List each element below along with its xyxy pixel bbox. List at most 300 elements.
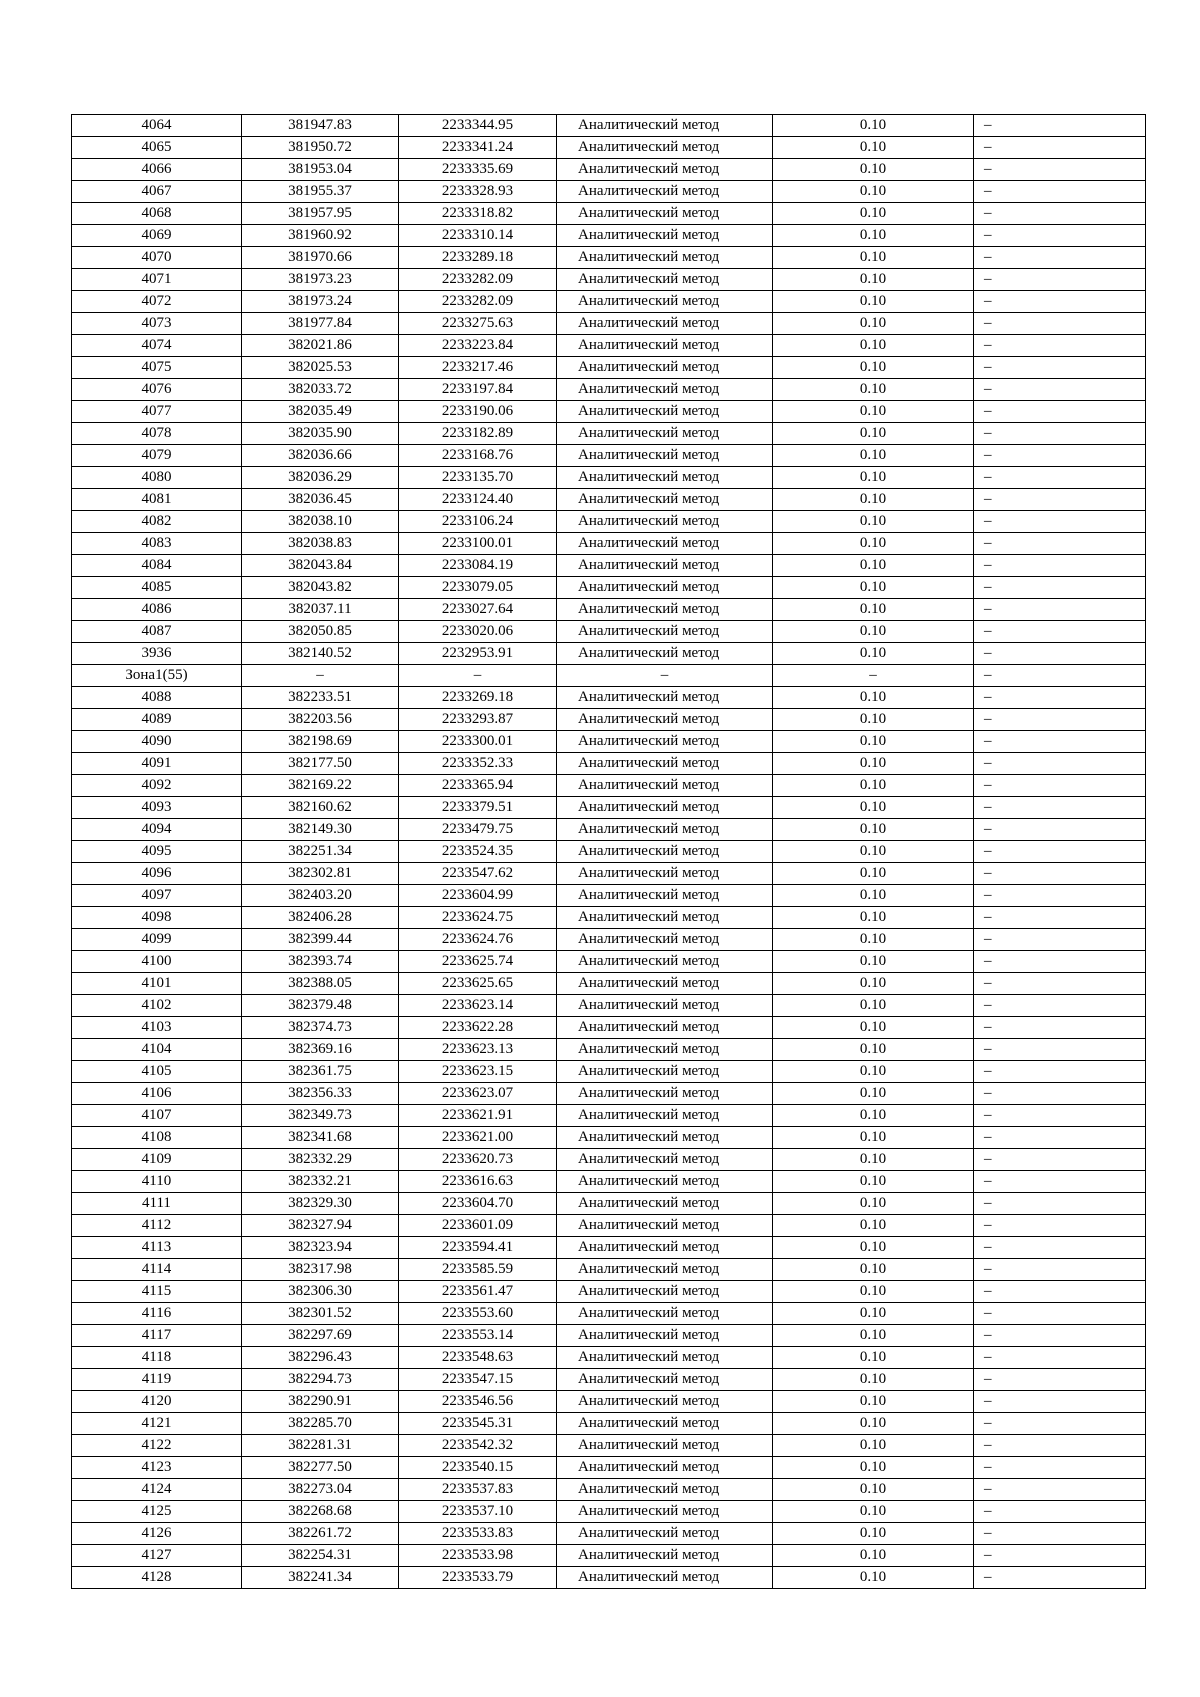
x-coordinate-cell: 382254.31 — [242, 1545, 399, 1567]
accuracy-cell: 0.10 — [773, 1369, 974, 1391]
x-coordinate-cell: 382261.72 — [242, 1523, 399, 1545]
point-number-cell: 4120 — [72, 1391, 242, 1413]
method-cell: Аналитический метод — [557, 1149, 773, 1171]
accuracy-cell: 0.10 — [773, 555, 974, 577]
table-row — [72, 951, 1146, 973]
point-number-cell: 4099 — [72, 929, 242, 951]
point-number-cell: 4125 — [72, 1501, 242, 1523]
x-coordinate-cell: 381970.66 — [242, 247, 399, 269]
method-cell: Аналитический метод — [557, 225, 773, 247]
y-coordinate-cell: 2233106.24 — [399, 511, 557, 533]
point-number-cell: 4103 — [72, 1017, 242, 1039]
table-row — [72, 1017, 1146, 1039]
point-number-cell: 4101 — [72, 973, 242, 995]
accuracy-cell: 0.10 — [773, 577, 974, 599]
note-cell: – — [974, 665, 1146, 687]
accuracy-cell: 0.10 — [773, 1501, 974, 1523]
method-cell: Аналитический метод — [557, 1171, 773, 1193]
method-cell: Аналитический метод — [557, 1545, 773, 1567]
accuracy-cell: 0.10 — [773, 1391, 974, 1413]
method-cell: Аналитический метод — [557, 753, 773, 775]
note-cell: – — [974, 1413, 1146, 1435]
x-coordinate-cell: 382302.81 — [242, 863, 399, 885]
table-row — [72, 379, 1146, 401]
method-cell: Аналитический метод — [557, 1391, 773, 1413]
y-coordinate-cell: 2233546.56 — [399, 1391, 557, 1413]
accuracy-cell: 0.10 — [773, 995, 974, 1017]
point-number-cell: 4067 — [72, 181, 242, 203]
point-number-cell: 4084 — [72, 555, 242, 577]
y-coordinate-cell: 2233275.63 — [399, 313, 557, 335]
table-row — [72, 1479, 1146, 1501]
note-cell: – — [974, 709, 1146, 731]
point-number-cell: 4092 — [72, 775, 242, 797]
y-coordinate-cell: 2233328.93 — [399, 181, 557, 203]
table-row — [72, 203, 1146, 225]
point-number-cell: 4070 — [72, 247, 242, 269]
method-cell: Аналитический метод — [557, 445, 773, 467]
x-coordinate-cell: 382349.73 — [242, 1105, 399, 1127]
note-cell: – — [974, 313, 1146, 335]
table-row — [72, 401, 1146, 423]
y-coordinate-cell: 2233620.73 — [399, 1149, 557, 1171]
accuracy-cell: 0.10 — [773, 599, 974, 621]
table-row — [72, 1259, 1146, 1281]
method-cell: Аналитический метод — [557, 687, 773, 709]
table-row — [72, 973, 1146, 995]
accuracy-cell: 0.10 — [773, 335, 974, 357]
accuracy-cell: 0.10 — [773, 907, 974, 929]
method-cell: Аналитический метод — [557, 1523, 773, 1545]
point-number-cell: 4080 — [72, 467, 242, 489]
method-cell: Аналитический метод — [557, 1567, 773, 1589]
y-coordinate-cell: 2233168.76 — [399, 445, 557, 467]
y-coordinate-cell: 2233079.05 — [399, 577, 557, 599]
method-cell: Аналитический метод — [557, 203, 773, 225]
point-number-cell: 4066 — [72, 159, 242, 181]
method-cell: Аналитический метод — [557, 1193, 773, 1215]
y-coordinate-cell: 2233135.70 — [399, 467, 557, 489]
x-coordinate-cell: 382043.82 — [242, 577, 399, 599]
table-row — [72, 863, 1146, 885]
accuracy-cell: 0.10 — [773, 401, 974, 423]
point-number-cell: 4126 — [72, 1523, 242, 1545]
x-coordinate-cell: 382251.34 — [242, 841, 399, 863]
y-coordinate-cell: 2233537.10 — [399, 1501, 557, 1523]
accuracy-cell: 0.10 — [773, 709, 974, 731]
note-cell: – — [974, 1325, 1146, 1347]
point-number-cell: 4078 — [72, 423, 242, 445]
x-coordinate-cell: 382301.52 — [242, 1303, 399, 1325]
accuracy-cell: 0.10 — [773, 973, 974, 995]
table-row — [72, 1083, 1146, 1105]
point-number-cell: 4095 — [72, 841, 242, 863]
table-row — [72, 313, 1146, 335]
table-row — [72, 1523, 1146, 1545]
method-cell: Аналитический метод — [557, 379, 773, 401]
point-number-cell: 4116 — [72, 1303, 242, 1325]
accuracy-cell: 0.10 — [773, 247, 974, 269]
point-number-cell: 4093 — [72, 797, 242, 819]
table-row — [72, 1281, 1146, 1303]
x-coordinate-cell: 382388.05 — [242, 973, 399, 995]
table-row — [72, 467, 1146, 489]
accuracy-cell: 0.10 — [773, 423, 974, 445]
note-cell: – — [974, 1523, 1146, 1545]
x-coordinate-cell: 382403.20 — [242, 885, 399, 907]
note-cell: – — [974, 137, 1146, 159]
note-cell: – — [974, 423, 1146, 445]
accuracy-cell: 0.10 — [773, 731, 974, 753]
x-coordinate-cell: 382037.11 — [242, 599, 399, 621]
table-row — [72, 907, 1146, 929]
y-coordinate-cell: 2233379.51 — [399, 797, 557, 819]
x-coordinate-cell: 382035.90 — [242, 423, 399, 445]
point-number-cell: 4118 — [72, 1347, 242, 1369]
method-cell: Аналитический метод — [557, 401, 773, 423]
point-number-cell: 4104 — [72, 1039, 242, 1061]
accuracy-cell: 0.10 — [773, 1435, 974, 1457]
accuracy-cell: 0.10 — [773, 951, 974, 973]
y-coordinate-cell: 2233625.65 — [399, 973, 557, 995]
note-cell: – — [974, 203, 1146, 225]
method-cell: Аналитический метод — [557, 181, 773, 203]
table-row — [72, 1567, 1146, 1589]
point-number-cell: 4115 — [72, 1281, 242, 1303]
x-coordinate-cell: – — [242, 665, 399, 687]
method-cell: Аналитический метод — [557, 885, 773, 907]
point-number-cell: 4111 — [72, 1193, 242, 1215]
point-number-cell: 4094 — [72, 819, 242, 841]
y-coordinate-cell: 2233289.18 — [399, 247, 557, 269]
y-coordinate-cell: 2233341.24 — [399, 137, 557, 159]
accuracy-cell: 0.10 — [773, 863, 974, 885]
x-coordinate-cell: 382277.50 — [242, 1457, 399, 1479]
table-row — [72, 1369, 1146, 1391]
accuracy-cell: 0.10 — [773, 1479, 974, 1501]
method-cell: Аналитический метод — [557, 1215, 773, 1237]
y-coordinate-cell: 2233344.95 — [399, 115, 557, 137]
table-row — [72, 1457, 1146, 1479]
method-cell: Аналитический метод — [557, 577, 773, 599]
point-number-cell: Зона1(55) — [72, 665, 242, 687]
accuracy-cell: 0.10 — [773, 1215, 974, 1237]
y-coordinate-cell: 2233190.06 — [399, 401, 557, 423]
note-cell: – — [974, 687, 1146, 709]
note-cell: – — [974, 489, 1146, 511]
method-cell: Аналитический метод — [557, 1061, 773, 1083]
point-number-cell: 4108 — [72, 1127, 242, 1149]
y-coordinate-cell: 2233533.98 — [399, 1545, 557, 1567]
method-cell: Аналитический метод — [557, 137, 773, 159]
accuracy-cell: 0.10 — [773, 489, 974, 511]
note-cell: – — [974, 115, 1146, 137]
table-row — [72, 489, 1146, 511]
y-coordinate-cell: 2232953.91 — [399, 643, 557, 665]
y-coordinate-cell: 2233540.15 — [399, 1457, 557, 1479]
note-cell: – — [974, 1457, 1146, 1479]
accuracy-cell: 0.10 — [773, 291, 974, 313]
accuracy-cell: 0.10 — [773, 687, 974, 709]
accuracy-cell: 0.10 — [773, 775, 974, 797]
x-coordinate-cell: 382038.83 — [242, 533, 399, 555]
y-coordinate-cell: 2233553.60 — [399, 1303, 557, 1325]
note-cell: – — [974, 1435, 1146, 1457]
note-cell: – — [974, 1347, 1146, 1369]
method-cell: Аналитический метод — [557, 1501, 773, 1523]
point-number-cell: 4087 — [72, 621, 242, 643]
accuracy-cell: 0.10 — [773, 1237, 974, 1259]
point-number-cell: 4072 — [72, 291, 242, 313]
point-number-cell: 4074 — [72, 335, 242, 357]
x-coordinate-cell: 382025.53 — [242, 357, 399, 379]
method-cell: Аналитический метод — [557, 1237, 773, 1259]
method-cell: Аналитический метод — [557, 489, 773, 511]
note-cell: – — [974, 951, 1146, 973]
note-cell: – — [974, 775, 1146, 797]
y-coordinate-cell: 2233533.83 — [399, 1523, 557, 1545]
method-cell: Аналитический метод — [557, 643, 773, 665]
accuracy-cell: 0.10 — [773, 929, 974, 951]
method-cell: Аналитический метод — [557, 1259, 773, 1281]
method-cell: Аналитический метод — [557, 775, 773, 797]
y-coordinate-cell: 2233282.09 — [399, 269, 557, 291]
accuracy-cell: 0.10 — [773, 1457, 974, 1479]
note-cell: – — [974, 1083, 1146, 1105]
point-number-cell: 4071 — [72, 269, 242, 291]
note-cell: – — [974, 445, 1146, 467]
note-cell: – — [974, 269, 1146, 291]
accuracy-cell: 0.10 — [773, 1325, 974, 1347]
point-number-cell: 4081 — [72, 489, 242, 511]
point-number-cell: 4097 — [72, 885, 242, 907]
note-cell: – — [974, 1391, 1146, 1413]
table-row — [72, 841, 1146, 863]
method-cell: Аналитический метод — [557, 995, 773, 1017]
method-cell: Аналитический метод — [557, 1435, 773, 1457]
y-coordinate-cell: 2233561.47 — [399, 1281, 557, 1303]
y-coordinate-cell: 2233624.75 — [399, 907, 557, 929]
note-cell: – — [974, 1061, 1146, 1083]
x-coordinate-cell: 382050.85 — [242, 621, 399, 643]
method-cell: Аналитический метод — [557, 1347, 773, 1369]
method-cell: Аналитический метод — [557, 1105, 773, 1127]
method-cell: Аналитический метод — [557, 1479, 773, 1501]
note-cell: – — [974, 1171, 1146, 1193]
point-number-cell: 4069 — [72, 225, 242, 247]
note-cell: – — [974, 225, 1146, 247]
y-coordinate-cell: – — [399, 665, 557, 687]
table-row — [72, 291, 1146, 313]
point-number-cell: 4077 — [72, 401, 242, 423]
note-cell: – — [974, 401, 1146, 423]
note-cell: – — [974, 1215, 1146, 1237]
note-cell: – — [974, 929, 1146, 951]
table-row — [72, 159, 1146, 181]
x-coordinate-cell: 382198.69 — [242, 731, 399, 753]
x-coordinate-cell: 382268.68 — [242, 1501, 399, 1523]
accuracy-cell: 0.10 — [773, 357, 974, 379]
x-coordinate-cell: 382021.86 — [242, 335, 399, 357]
table-row — [72, 709, 1146, 731]
x-coordinate-cell: 381947.83 — [242, 115, 399, 137]
point-number-cell: 4068 — [72, 203, 242, 225]
table-row — [72, 1127, 1146, 1149]
method-cell: Аналитический метод — [557, 621, 773, 643]
note-cell: – — [974, 577, 1146, 599]
x-coordinate-cell: 382285.70 — [242, 1413, 399, 1435]
y-coordinate-cell: 2233547.15 — [399, 1369, 557, 1391]
point-number-cell: 4082 — [72, 511, 242, 533]
point-number-cell: 4124 — [72, 1479, 242, 1501]
note-cell: – — [974, 1017, 1146, 1039]
method-cell: Аналитический метод — [557, 1083, 773, 1105]
note-cell: – — [974, 379, 1146, 401]
point-number-cell: 4109 — [72, 1149, 242, 1171]
accuracy-cell: 0.10 — [773, 1127, 974, 1149]
y-coordinate-cell: 2233533.79 — [399, 1567, 557, 1589]
note-cell: – — [974, 335, 1146, 357]
table-row — [72, 1193, 1146, 1215]
table-row — [72, 335, 1146, 357]
y-coordinate-cell: 2233624.76 — [399, 929, 557, 951]
point-number-cell: 4119 — [72, 1369, 242, 1391]
coordinates-table-body — [72, 115, 1146, 1589]
point-number-cell: 4091 — [72, 753, 242, 775]
table-row — [72, 1061, 1146, 1083]
note-cell: – — [974, 1149, 1146, 1171]
y-coordinate-cell: 2233479.75 — [399, 819, 557, 841]
note-cell: – — [974, 863, 1146, 885]
x-coordinate-cell: 381957.95 — [242, 203, 399, 225]
table-row — [72, 1391, 1146, 1413]
accuracy-cell: 0.10 — [773, 181, 974, 203]
note-cell: – — [974, 1303, 1146, 1325]
method-cell: Аналитический метод — [557, 1281, 773, 1303]
y-coordinate-cell: 2233300.01 — [399, 731, 557, 753]
point-number-cell: 4127 — [72, 1545, 242, 1567]
method-cell: Аналитический метод — [557, 929, 773, 951]
method-cell: Аналитический метод — [557, 1127, 773, 1149]
table-row — [72, 1149, 1146, 1171]
method-cell: Аналитический метод — [557, 863, 773, 885]
x-coordinate-cell: 382036.66 — [242, 445, 399, 467]
y-coordinate-cell: 2233547.62 — [399, 863, 557, 885]
y-coordinate-cell: 2233020.06 — [399, 621, 557, 643]
note-cell: – — [974, 181, 1146, 203]
method-cell: Аналитический метод — [557, 313, 773, 335]
table-row — [72, 995, 1146, 1017]
x-coordinate-cell: 382203.56 — [242, 709, 399, 731]
y-coordinate-cell: 2233621.00 — [399, 1127, 557, 1149]
note-cell: – — [974, 753, 1146, 775]
x-coordinate-cell: 382038.10 — [242, 511, 399, 533]
point-number-cell: 4128 — [72, 1567, 242, 1589]
y-coordinate-cell: 2233623.07 — [399, 1083, 557, 1105]
accuracy-cell: 0.10 — [773, 643, 974, 665]
accuracy-cell: 0.10 — [773, 225, 974, 247]
x-coordinate-cell: 381973.24 — [242, 291, 399, 313]
note-cell: – — [974, 1237, 1146, 1259]
x-coordinate-cell: 382329.30 — [242, 1193, 399, 1215]
accuracy-cell: 0.10 — [773, 159, 974, 181]
point-number-cell: 4106 — [72, 1083, 242, 1105]
accuracy-cell: 0.10 — [773, 1149, 974, 1171]
y-coordinate-cell: 2233604.99 — [399, 885, 557, 907]
y-coordinate-cell: 2233365.94 — [399, 775, 557, 797]
accuracy-cell: 0.10 — [773, 1171, 974, 1193]
method-cell: Аналитический метод — [557, 467, 773, 489]
method-cell: Аналитический метод — [557, 533, 773, 555]
method-cell: Аналитический метод — [557, 819, 773, 841]
x-coordinate-cell: 381955.37 — [242, 181, 399, 203]
accuracy-cell: 0.10 — [773, 753, 974, 775]
method-cell: Аналитический метод — [557, 357, 773, 379]
point-number-cell: 4086 — [72, 599, 242, 621]
note-cell: – — [974, 1259, 1146, 1281]
accuracy-cell: 0.10 — [773, 1039, 974, 1061]
coordinates-table — [71, 114, 1146, 1589]
y-coordinate-cell: 2233623.14 — [399, 995, 557, 1017]
y-coordinate-cell: 2233293.87 — [399, 709, 557, 731]
table-row — [72, 1413, 1146, 1435]
y-coordinate-cell: 2233182.89 — [399, 423, 557, 445]
y-coordinate-cell: 2233269.18 — [399, 687, 557, 709]
accuracy-cell: 0.10 — [773, 1281, 974, 1303]
note-cell: – — [974, 1039, 1146, 1061]
table-row — [72, 621, 1146, 643]
method-cell: Аналитический метод — [557, 269, 773, 291]
note-cell: – — [974, 511, 1146, 533]
point-number-cell: 4064 — [72, 115, 242, 137]
table-row — [72, 1303, 1146, 1325]
point-number-cell: 4121 — [72, 1413, 242, 1435]
point-number-cell: 4098 — [72, 907, 242, 929]
point-number-cell: 4117 — [72, 1325, 242, 1347]
table-row — [72, 225, 1146, 247]
table-row — [72, 181, 1146, 203]
accuracy-cell: – — [773, 665, 974, 687]
y-coordinate-cell: 2233217.46 — [399, 357, 557, 379]
note-cell: – — [974, 159, 1146, 181]
note-cell: – — [974, 467, 1146, 489]
y-coordinate-cell: 2233621.91 — [399, 1105, 557, 1127]
table-row — [72, 269, 1146, 291]
note-cell: – — [974, 291, 1146, 313]
method-cell: Аналитический метод — [557, 1369, 773, 1391]
table-row — [72, 1039, 1146, 1061]
method-cell: Аналитический метод — [557, 247, 773, 269]
y-coordinate-cell: 2233310.14 — [399, 225, 557, 247]
point-number-cell: 4096 — [72, 863, 242, 885]
x-coordinate-cell: 382361.75 — [242, 1061, 399, 1083]
y-coordinate-cell: 2233548.63 — [399, 1347, 557, 1369]
method-cell: Аналитический метод — [557, 1457, 773, 1479]
table-row — [72, 247, 1146, 269]
x-coordinate-cell: 382233.51 — [242, 687, 399, 709]
x-coordinate-cell: 382033.72 — [242, 379, 399, 401]
y-coordinate-cell: 2233553.14 — [399, 1325, 557, 1347]
point-number-cell: 4085 — [72, 577, 242, 599]
y-coordinate-cell: 2233594.41 — [399, 1237, 557, 1259]
note-cell: – — [974, 1281, 1146, 1303]
zone-header-row — [72, 665, 1146, 687]
accuracy-cell: 0.10 — [773, 1523, 974, 1545]
table-row — [72, 731, 1146, 753]
x-coordinate-cell: 381953.04 — [242, 159, 399, 181]
point-number-cell: 4073 — [72, 313, 242, 335]
x-coordinate-cell: 382317.98 — [242, 1259, 399, 1281]
